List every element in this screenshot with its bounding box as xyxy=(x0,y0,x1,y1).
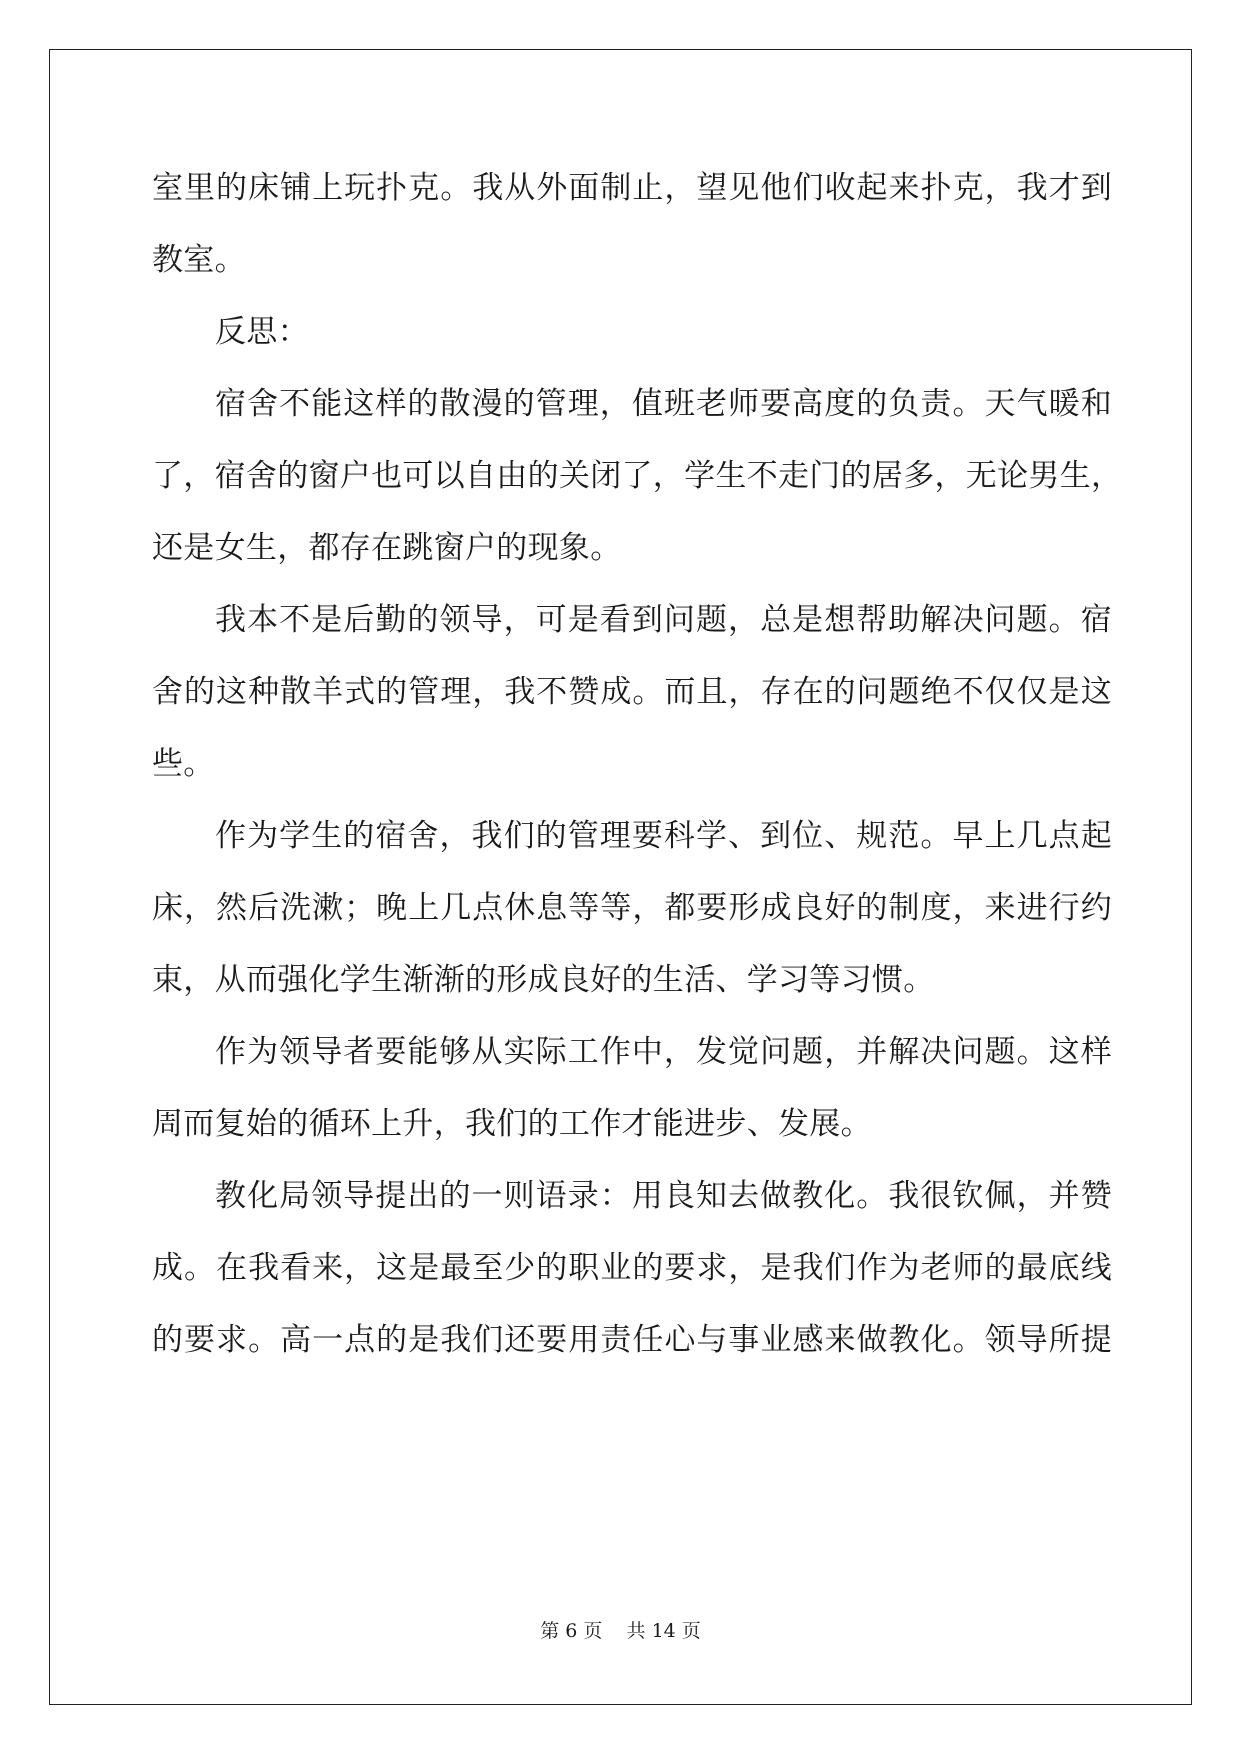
text-line: 室里的床铺上玩扑克。我从外面制止，望见他们收起来扑克，我才到 xyxy=(152,170,1112,206)
text-line: 些。 xyxy=(152,746,215,782)
text-line: 舍的这种散羊式的管理，我不赞成。而且，存在的问题绝不仅仅是这 xyxy=(152,674,1112,710)
text-line: 我本不是后勤的领导，可是看到问题，总是想帮助解决问题。宿 xyxy=(215,602,1112,638)
text-line: 还是女生，都存在跳窗户的现象。 xyxy=(152,530,622,566)
text-line: 了，宿舍的窗户也可以自由的关闭了，学生不走门的居多，无论男生， xyxy=(152,458,1123,494)
text-line: 床，然后洗漱；晚上几点休息等等，都要形成良好的制度，来进行约 xyxy=(152,890,1112,926)
text-line: 教室。 xyxy=(152,242,246,278)
text-line: 成。在我看来，这是最至少的职业的要求，是我们作为老师的最底线 xyxy=(152,1250,1112,1286)
text-line: 束，从而强化学生渐渐的形成良好的生活、学习等习惯。 xyxy=(152,962,935,998)
page-border xyxy=(49,49,1192,1705)
text-line: 周而复始的循环上升，我们的工作才能进步、发展。 xyxy=(152,1106,872,1142)
text-line: 的要求。高一点的是我们还要用责任心与事业感来做教化。领导所提 xyxy=(152,1322,1112,1358)
text-line: 教化局领导提出的一则语录：用良知去做教化。我很钦佩，并赞 xyxy=(215,1178,1112,1214)
text-line: 宿舍不能这样的散漫的管理，值班老师要高度的负责。天气暖和 xyxy=(215,386,1112,422)
text-line: 反思： xyxy=(215,314,309,350)
page-number-footer: 第 6 页 共 14 页 xyxy=(540,1620,701,1642)
text-line: 作为学生的宿舍，我们的管理要科学、到位、规范。早上几点起 xyxy=(215,818,1112,854)
text-line: 作为领导者要能够从实际工作中，发觉问题，并解决问题。这样 xyxy=(215,1034,1112,1070)
